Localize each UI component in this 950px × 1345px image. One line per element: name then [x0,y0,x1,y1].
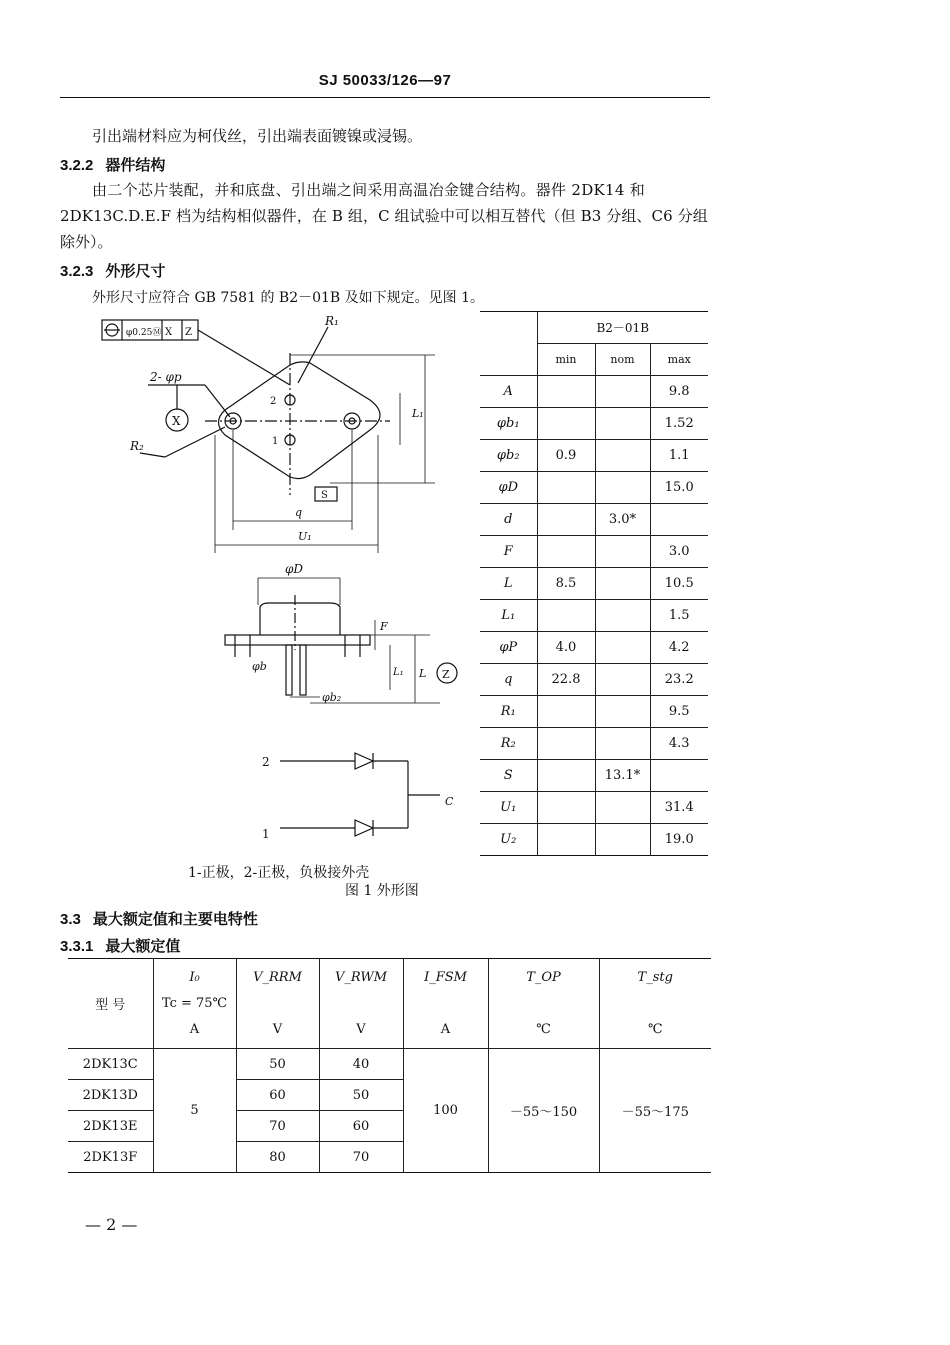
datum-x-label: X [172,414,181,428]
structure-line-1: 由二个芯片装配，并和底盘、引出端之间采用高温冶金键合结构。器件 2DK14 和 [92,181,646,199]
label-f: F [380,620,388,633]
dimension-table [480,311,708,856]
dim-max: 1.5 [650,600,708,632]
dim-max [650,760,708,792]
dim-symbol: L [480,568,537,600]
tstg-unit: ℃ [647,1021,663,1037]
ifsm-symbol: I_FSM [424,969,467,985]
dim-max: 19.0 [664,832,694,847]
dim-symbol: F [480,536,537,568]
section-title: 最大额定值 [105,938,181,955]
dim-max: 1.1 [650,440,708,472]
dim-nom: 13.1* [595,760,650,792]
figure-caption: 图 1 外形图 [345,883,419,899]
dim-nom [595,472,650,504]
dim-min [537,376,595,408]
vrwm-cell: 60 [319,1111,403,1142]
circuit-pin-2: 2 [262,755,270,769]
top-symbol: T_OP [526,969,561,985]
dim-max: 9.5 [650,696,708,728]
dim-min [537,696,595,728]
section-3-3-heading [60,908,258,929]
vrwm-cell: 70 [319,1142,403,1173]
ifsm-unit: A [440,1021,451,1037]
circuit-pin-1: 1 [262,827,270,841]
model-cell: 2DK13D [68,1080,153,1111]
dim-max: 31.4 [650,792,708,824]
col-vrrm-header [236,959,319,1049]
dim-row [480,568,708,600]
can-body [260,603,340,635]
dim-symbol: φb₁ [480,408,537,440]
vrrm-cell: 50 [236,1049,319,1080]
outline-drawing [90,305,480,905]
dim-max: 1.52 [650,408,708,440]
dim-min [537,792,595,824]
svg-text:X: X [165,327,173,338]
header-rule [60,97,710,98]
dim-nom [595,408,650,440]
doc-header: SJ 50033/126—97 [318,72,452,89]
section-number: 3.3.1 [60,938,94,955]
section-title: 器件结构 [105,157,166,174]
label-phi-b2: φb₂ [322,691,342,704]
datum-z-label: Z [185,327,192,338]
dim-row [480,664,708,696]
tstg-value: －55～175 [621,1105,689,1120]
section-title: 外形尺寸 [105,263,166,280]
vrwm-cell: 50 [319,1080,403,1111]
section-number: 3.3 [60,911,81,928]
vrwm-symbol: V_RWM [334,969,388,985]
lead-material-text: 引出端材料应为柯伐丝，引出端表面镀镍或浸锡。 [92,127,423,145]
dim-row [480,632,708,664]
dim-max: 9.8 [650,376,708,408]
dim-row [480,728,708,760]
label-phi-b: φb [252,660,267,673]
dim-symbol: S [480,760,537,792]
ratings-table [68,958,711,1173]
dim-symbol: U₂ [480,824,537,856]
dim-nom [595,792,650,824]
vrwm-unit: V [356,1021,366,1037]
dim-symbol: φD [480,472,537,504]
label-l1: L₁ [412,407,424,420]
label-q: q [295,506,303,519]
label-2-phi-p: 2- φp [150,370,182,384]
dim-max: 4.3 [650,728,708,760]
dim-row [480,472,708,504]
ifsm-value: 100 [403,1049,488,1173]
vrrm-cell: 60 [236,1080,319,1111]
dim-row [480,824,708,856]
dim-min [537,408,595,440]
dim-min [537,600,595,632]
dim-min: 0.9 [537,440,595,472]
dim-row [480,792,708,824]
structure-line-3: 除外）。 [60,233,113,251]
io-value: 5 [153,1049,236,1173]
dim-nom [595,536,650,568]
dim-min [537,536,595,568]
pin-2-label: 2 [270,396,277,407]
label-s: S [321,490,328,501]
label-l: L [419,667,427,680]
dim-header-blank [480,312,537,376]
dim-max: 15.0 [650,472,708,504]
dim-symbol: A [480,376,537,408]
col-model-header: 型 号 [68,959,153,1049]
model-cell: 2DK13F [68,1142,153,1173]
dim-group-header: B2－01B [537,312,708,344]
vrwm-cell: 40 [319,1049,403,1080]
dim-row [480,696,708,728]
label-phi-d: φD [285,562,304,576]
dim-row [480,760,708,792]
top-value: －55～150 [488,1049,599,1173]
dim-nom [595,568,650,600]
label-u1: U₁ [298,530,312,543]
dim-min [537,504,595,536]
dim-min: 4.0 [537,632,595,664]
dim-max [650,504,708,536]
structure-line-2: 2DK13C.D.E.F 档为结构相似器件，在 B 组，C 组试验中可以相互替代（但 B3 分组、C6 分组 [60,207,708,225]
dim-symbol: R₂ [480,728,537,760]
circuit-case-label: C [445,795,454,808]
dim-nom [595,696,650,728]
model-cell: 2DK13E [68,1111,153,1142]
dim-col-min: min [537,344,595,376]
label-r2: R₂ [130,439,144,453]
dim-min [537,760,595,792]
top-unit: ℃ [536,1021,551,1037]
col-tstg-header [599,959,711,1049]
dim-symbol: d [480,504,537,536]
dim-row [480,536,708,568]
io-symbol: I₀ [189,969,200,985]
dim-nom [595,376,650,408]
dim-min: 8.5 [537,568,595,600]
tstg-symbol: T_stg [637,969,673,985]
section-3-3-1-heading [60,935,180,956]
flange [225,635,370,645]
section-number: 3.2.3 [60,263,94,280]
dim-min [537,824,595,856]
dim-symbol: φb₂ [480,440,537,472]
svg-text:Z: Z [442,668,450,681]
dim-symbol: L₁ [480,600,537,632]
figure-note: 1-正极，2-正极，负极接外壳 [188,865,370,881]
dim-max: 23.2 [650,664,708,696]
package-outline [219,362,381,479]
col-vrwm-header [319,959,403,1049]
io-condition: Tc = 75℃ [161,995,228,1011]
section-3-2-3-heading [60,260,165,281]
section-3-2-2-heading [60,154,165,175]
dim-symbol: R₁ [480,696,537,728]
dim-col-nom: nom [595,344,650,376]
dim-min [537,472,595,504]
dim-nom [595,664,650,696]
dim-min: 22.8 [537,664,595,696]
col-ifsm-header [403,959,488,1049]
page-number: — 2 — [85,1215,138,1234]
label-r1: R₁ [325,314,339,328]
dim-nom [595,824,650,856]
dim-col-max: max [650,344,708,376]
dim-max: 4.2 [650,632,708,664]
svg-text:φ0.25Ⓜ: φ0.25Ⓜ [126,328,162,338]
col-top-header [488,959,599,1049]
dim-row [480,376,708,408]
dim-nom [595,600,650,632]
dim-symbol: U₁ [480,792,537,824]
section-title: 最大额定值和主要电特性 [92,911,258,928]
dim-symbol: q [480,664,537,696]
dim-row [480,600,708,632]
dim-nom [595,440,650,472]
dim-row [480,504,708,536]
vrrm-unit: V [272,1021,283,1037]
dim-row [480,440,708,472]
dim-symbol: φP [480,632,537,664]
section-number: 3.2.2 [60,157,94,174]
outline-text: 外形尺寸应符合 GB 7581 的 B2－01B 及如下规定。见图 1。 [92,290,485,306]
dim-nom [595,632,650,664]
dim-max: 3.0 [650,536,708,568]
vrrm-cell: 80 [236,1142,319,1173]
vrrm-cell: 70 [236,1111,319,1142]
dim-min [537,728,595,760]
model-cell: 2DK13C [68,1049,153,1080]
vrrm-symbol: V_RRM [253,969,302,985]
pin-1-label: 1 [272,436,279,447]
dim-row [480,408,708,440]
dim-nom [595,728,650,760]
svg-text:L₁: L₁ [393,667,404,678]
dim-max: 10.5 [650,568,708,600]
io-unit: A [189,1021,200,1037]
dim-nom: 3.0* [595,504,650,536]
col-io-header [153,959,236,1049]
